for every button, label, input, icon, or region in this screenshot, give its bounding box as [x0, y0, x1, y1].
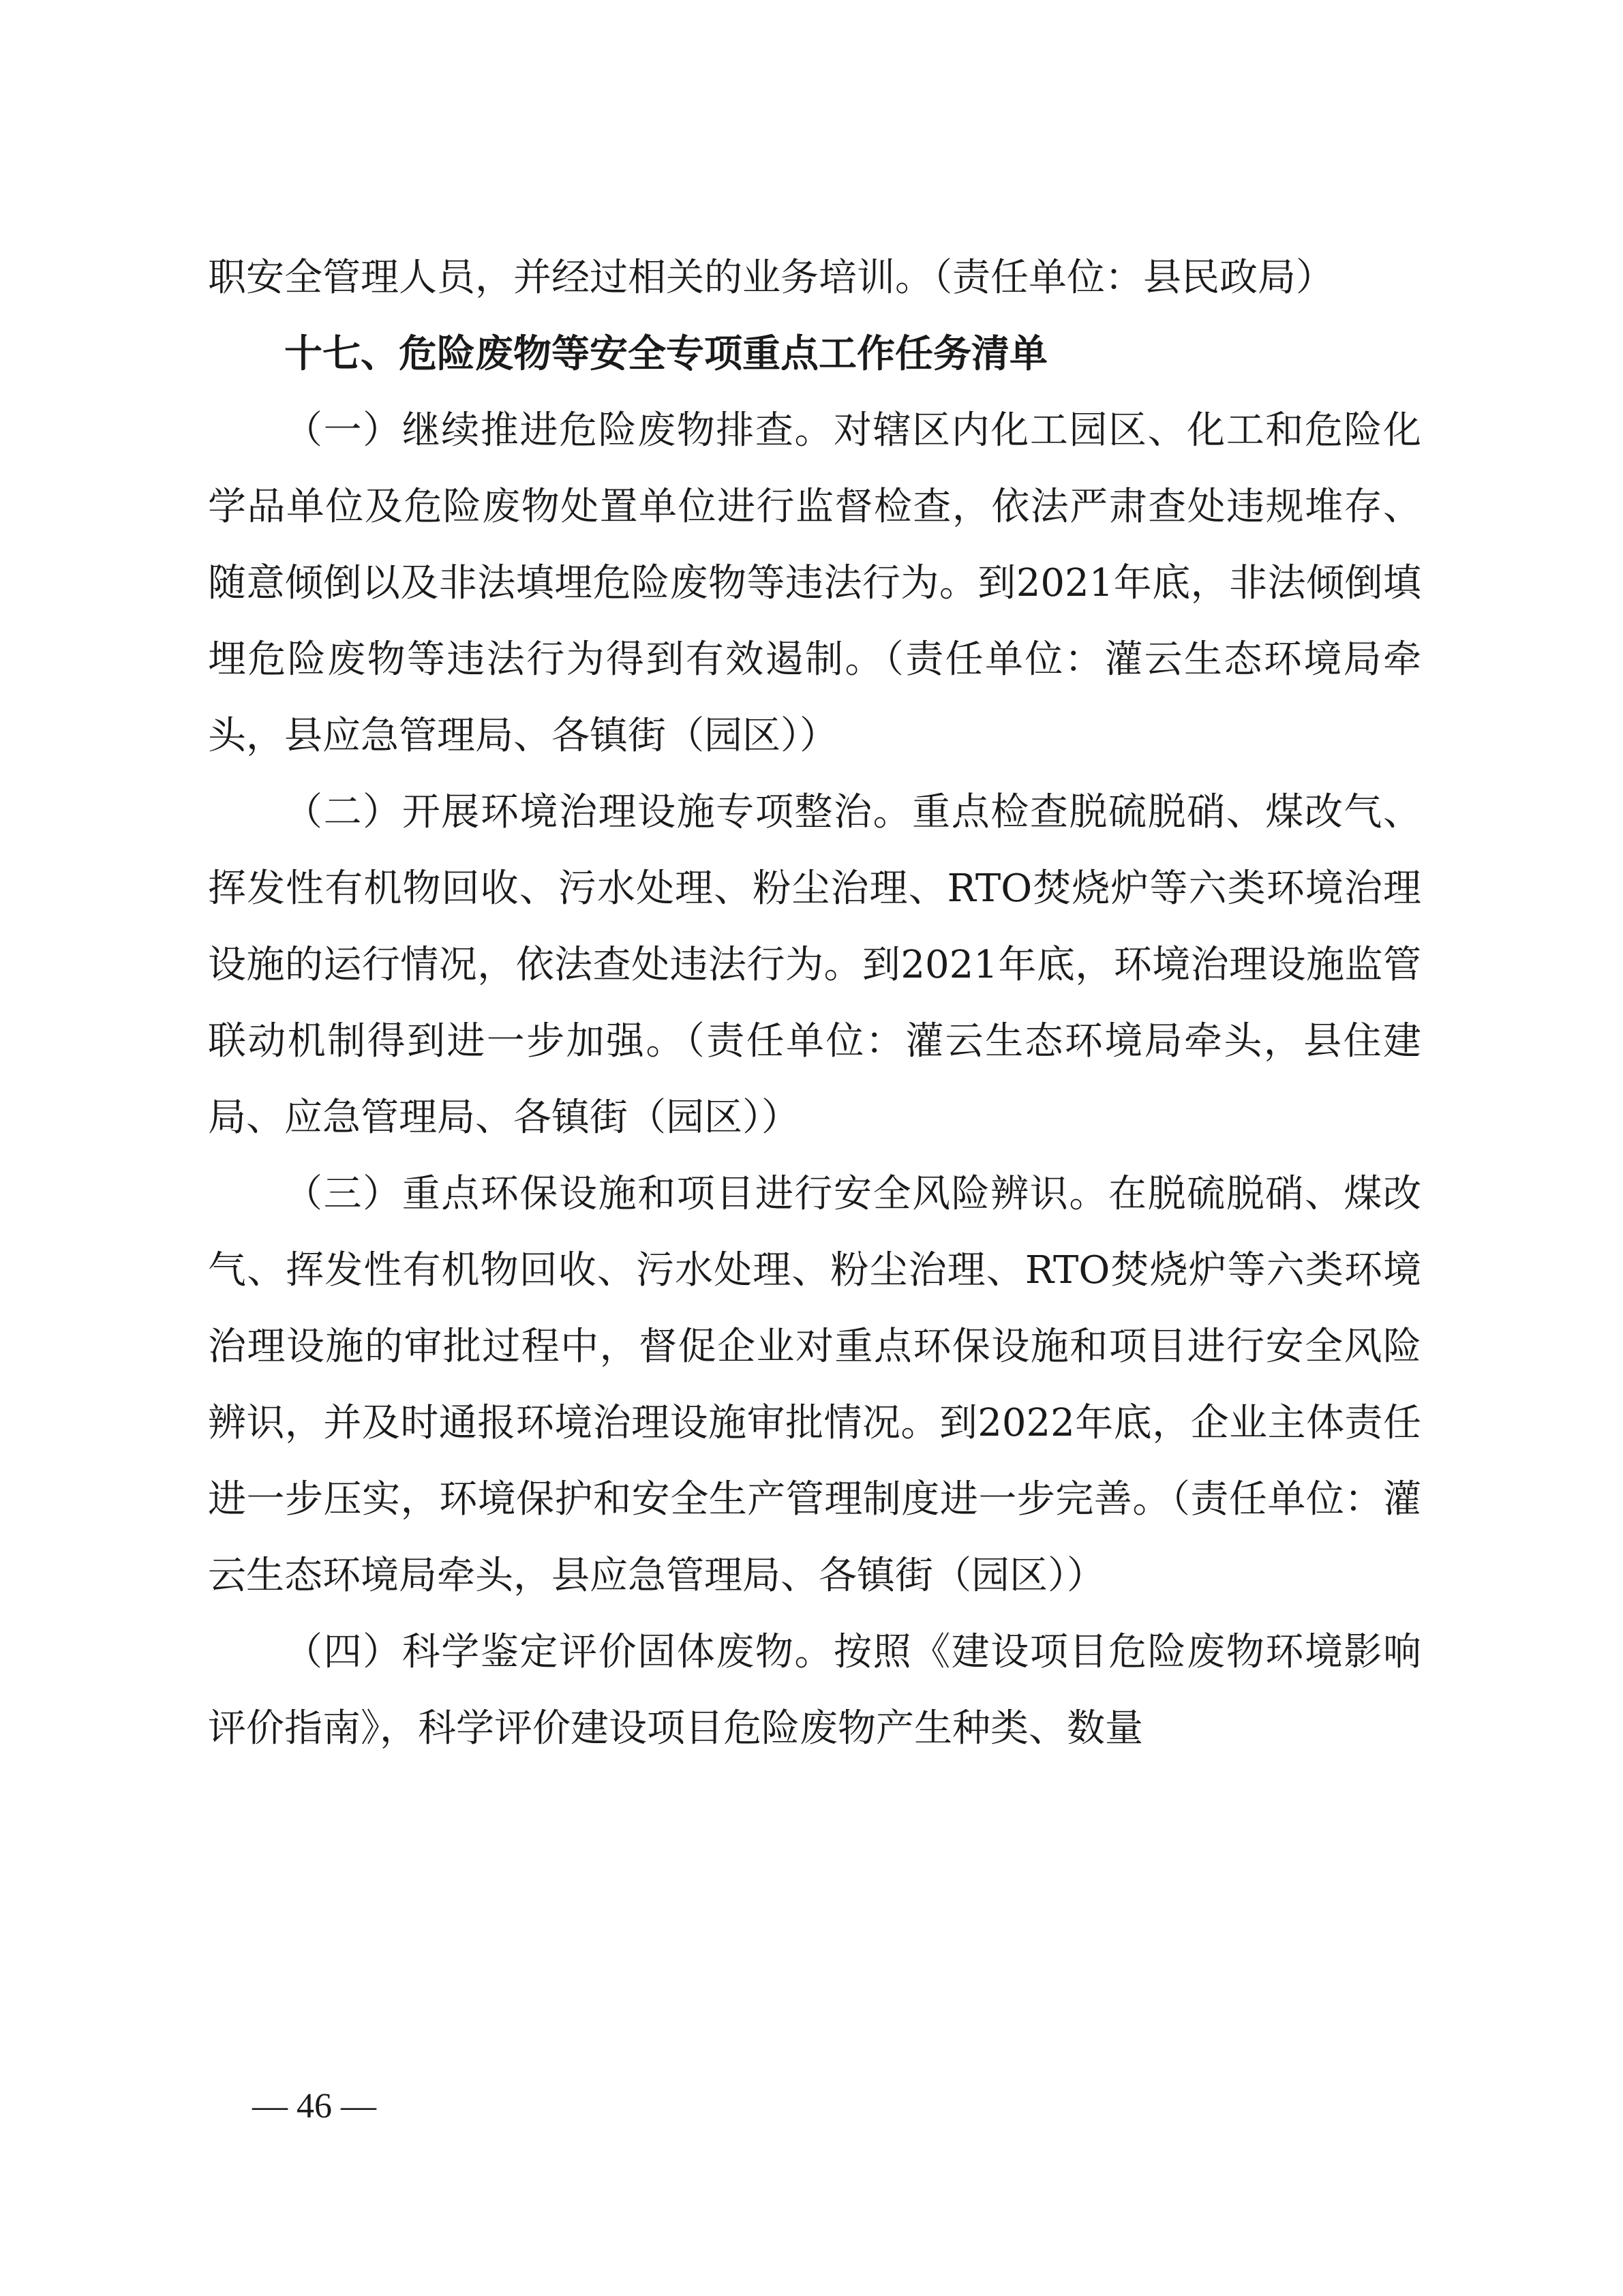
page-number: — 46 —	[252, 2087, 376, 2126]
paragraph-item-1: （一）继续推进危险废物排查。对辖区内化工园区、化工和危险化学品单位及危险废物处置单位进行监督检查，依法严肃查处违规堆存、随意倾倒以及非法填埋危险废物等违法行为。到2021年底，非法倾倒填埋危险废物等违法行为得到有效遏制。（责任单位：灌云生态环境局牵头，县应急管理局、各镇街（园区））	[208, 408, 1421, 758]
section-heading: 十七、危险废物等安全专项重点工作任务清单	[284, 332, 1048, 376]
paragraph-item-2: （二）开展环境治理设施专项整治。重点检查脱硫脱硝、煤改气、挥发性有机物回收、污水处理、粉尘治理、RTO焚烧炉等六类环境治理设施的运行情况，依法查处违法行为。到2021年底，环境治理设施监管联动机制得到进一步加强。（责任单位：灌云生态环境局牵头，县住建局、应急管理局、各镇街（园区））	[208, 790, 1421, 1140]
paragraph-item-3: （三）重点环保设施和项目进行安全风险辨识。在脱硫脱硝、煤改气、挥发性有机物回收、污水处理、粉尘治理、RTO焚烧炉等六类环境治理设施的审批过程中，督促企业对重点环保设施和项目进行安全风险辨识，并及时通报环境治理设施审批情况。到2022年底，企业主体责任进一步压实，环境保护和安全生产管理制度进一步完善。（责任单位：灌云生态环境局牵头，县应急管理局、各镇街（园区））	[208, 1172, 1421, 1598]
paragraph-continuation: 职安全管理人员，并经过相关的业务培训。（责任单位：县民政局）	[208, 256, 1334, 300]
paragraph-item-4: （四）科学鉴定评价固体废物。按照《建设项目危险废物环境影响评价指南》，科学评价建设项目危险废物产生种类、数量	[208, 1630, 1421, 1751]
document-body	[208, 240, 1421, 1767]
